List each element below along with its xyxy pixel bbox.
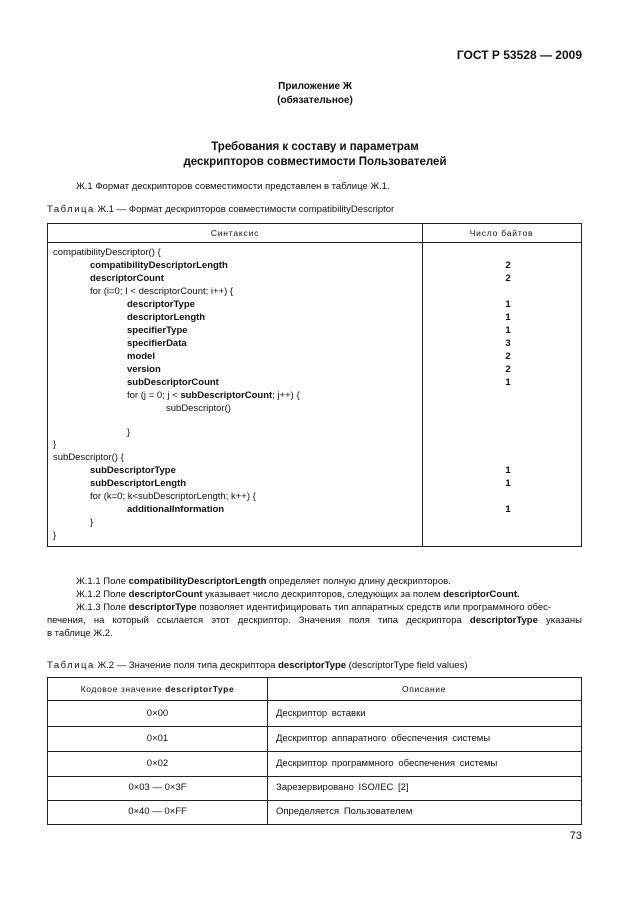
byte-count: 3 — [505, 338, 511, 349]
table2-header-description: Описание — [402, 684, 446, 694]
byte-count: 1 — [505, 325, 511, 336]
table1-caption-text: Ж.1 — Формат дескрипторов совместимости compatibilityDescriptor — [97, 204, 395, 215]
table-row: for (j = 0; j < subDescriptorCount; j++) { — [127, 390, 300, 401]
table-row: subDescriptor() — [166, 403, 231, 414]
table-row-desc: Дескриптор аппаратного обеспечения системы — [276, 733, 491, 744]
byte-count: 1 — [505, 299, 511, 310]
paragraph-1-3-line3: в таблице Ж.2. — [47, 628, 113, 639]
table-row: for (k=0; k<subDescriptorLength; k++) { — [90, 491, 256, 502]
table-row-desc: Дескриптор программного обеспечения системы — [276, 758, 498, 769]
byte-count: 1 — [505, 377, 511, 388]
table1-caption — [47, 204, 394, 217]
table-row: model — [127, 351, 155, 362]
table-row-code: 0×02 — [146, 758, 169, 769]
appendix-status: (обязательное) — [277, 95, 353, 106]
section-title — [0, 140, 630, 170]
table1-header-bytes: Число байтов — [469, 228, 534, 238]
section-title-line1: Требования к составу и параметрам — [211, 141, 419, 153]
table-row: version — [127, 364, 161, 375]
table-row: } — [53, 439, 57, 450]
table-row: } — [90, 517, 94, 528]
table-row-code: 0×03 — 0×3F — [128, 782, 187, 793]
table-row: descriptorLength — [127, 312, 206, 323]
table-row: subDescriptorType — [90, 465, 176, 476]
table1 — [47, 223, 582, 547]
table-row-code: 0×01 — [146, 733, 169, 744]
table-row: } — [53, 530, 57, 541]
intro-paragraph: Ж.1 Формат дескрипторов совместимости представлен в таблице Ж.1. — [76, 181, 390, 192]
table-row: descriptorType — [127, 299, 195, 310]
table-row: compatibilityDescriptorLength — [90, 260, 228, 271]
section-title-line2: дескрипторов совместимости Пользователей — [183, 156, 447, 168]
table-row: compatibilityDescriptor() { — [53, 247, 161, 258]
page-number: 73 — [569, 830, 582, 842]
appendix-title: Приложение Ж — [278, 81, 352, 92]
table-row-desc: Зарезервировано ISO/IEC [2] — [276, 782, 409, 793]
table-row: specifierType — [127, 325, 188, 336]
table2 — [47, 677, 582, 825]
byte-count: 1 — [505, 478, 511, 489]
table1-header-syntax: Синтаксис — [210, 228, 260, 238]
table-row-desc: Определяется Пользователем — [276, 806, 413, 817]
byte-count: 1 — [505, 465, 511, 476]
table-row-code: 0×00 — [146, 708, 169, 719]
table-row: subDescriptorLength — [90, 478, 187, 489]
table-row: for (i=0; I < descriptorCount; i++) { — [90, 286, 234, 297]
appendix-heading — [0, 80, 630, 108]
table-row: subDescriptorCount — [127, 377, 219, 388]
table-row-code: 0×40 — 0×FF — [128, 806, 187, 817]
table2-caption: Таблица Ж.2 — Значение поля типа дескриптора descriptorType (descriptorType field values) — [47, 660, 468, 671]
table1-caption-prefix: Таблица — [47, 204, 95, 215]
table-row: specifierData — [127, 338, 187, 349]
byte-count: 1 — [505, 312, 511, 323]
standard-number: ГОСТ Р 53528 — 2009 — [456, 48, 582, 62]
paragraph-1-3-line1: Ж.1.3 Поле descriptorType позволяет идентифицировать тип аппаратных средств или программного обес- — [76, 602, 552, 613]
table-row-desc: Дескриптор вставки — [276, 708, 366, 719]
paragraph-1-2: Ж.1.2 Поле descriptorCount указывает число дескрипторов, следующих за полем descriptorCount. — [76, 589, 520, 600]
byte-count: 2 — [505, 260, 511, 271]
byte-count: 2 — [505, 273, 511, 284]
byte-count: 2 — [505, 364, 511, 375]
table-row: descriptorCount — [90, 273, 164, 284]
table-row: subDescriptor() { — [53, 452, 124, 463]
byte-count: 1 — [505, 504, 511, 515]
byte-count: 2 — [505, 351, 511, 362]
table-row: } — [127, 427, 131, 438]
paragraph-1-3-line2: печения, на который ссылается этот дескриптор. Значения поля типа дескриптора descriptorType указаны — [47, 615, 583, 626]
paragraph-1-1: Ж.1.1 Поле compatibilityDescriptorLength определяет полную длину дескрипторов. — [76, 576, 451, 587]
table2-header-code: Кодовое значение descriptorType — [80, 684, 235, 694]
table-row: additionalInformation — [127, 504, 225, 515]
